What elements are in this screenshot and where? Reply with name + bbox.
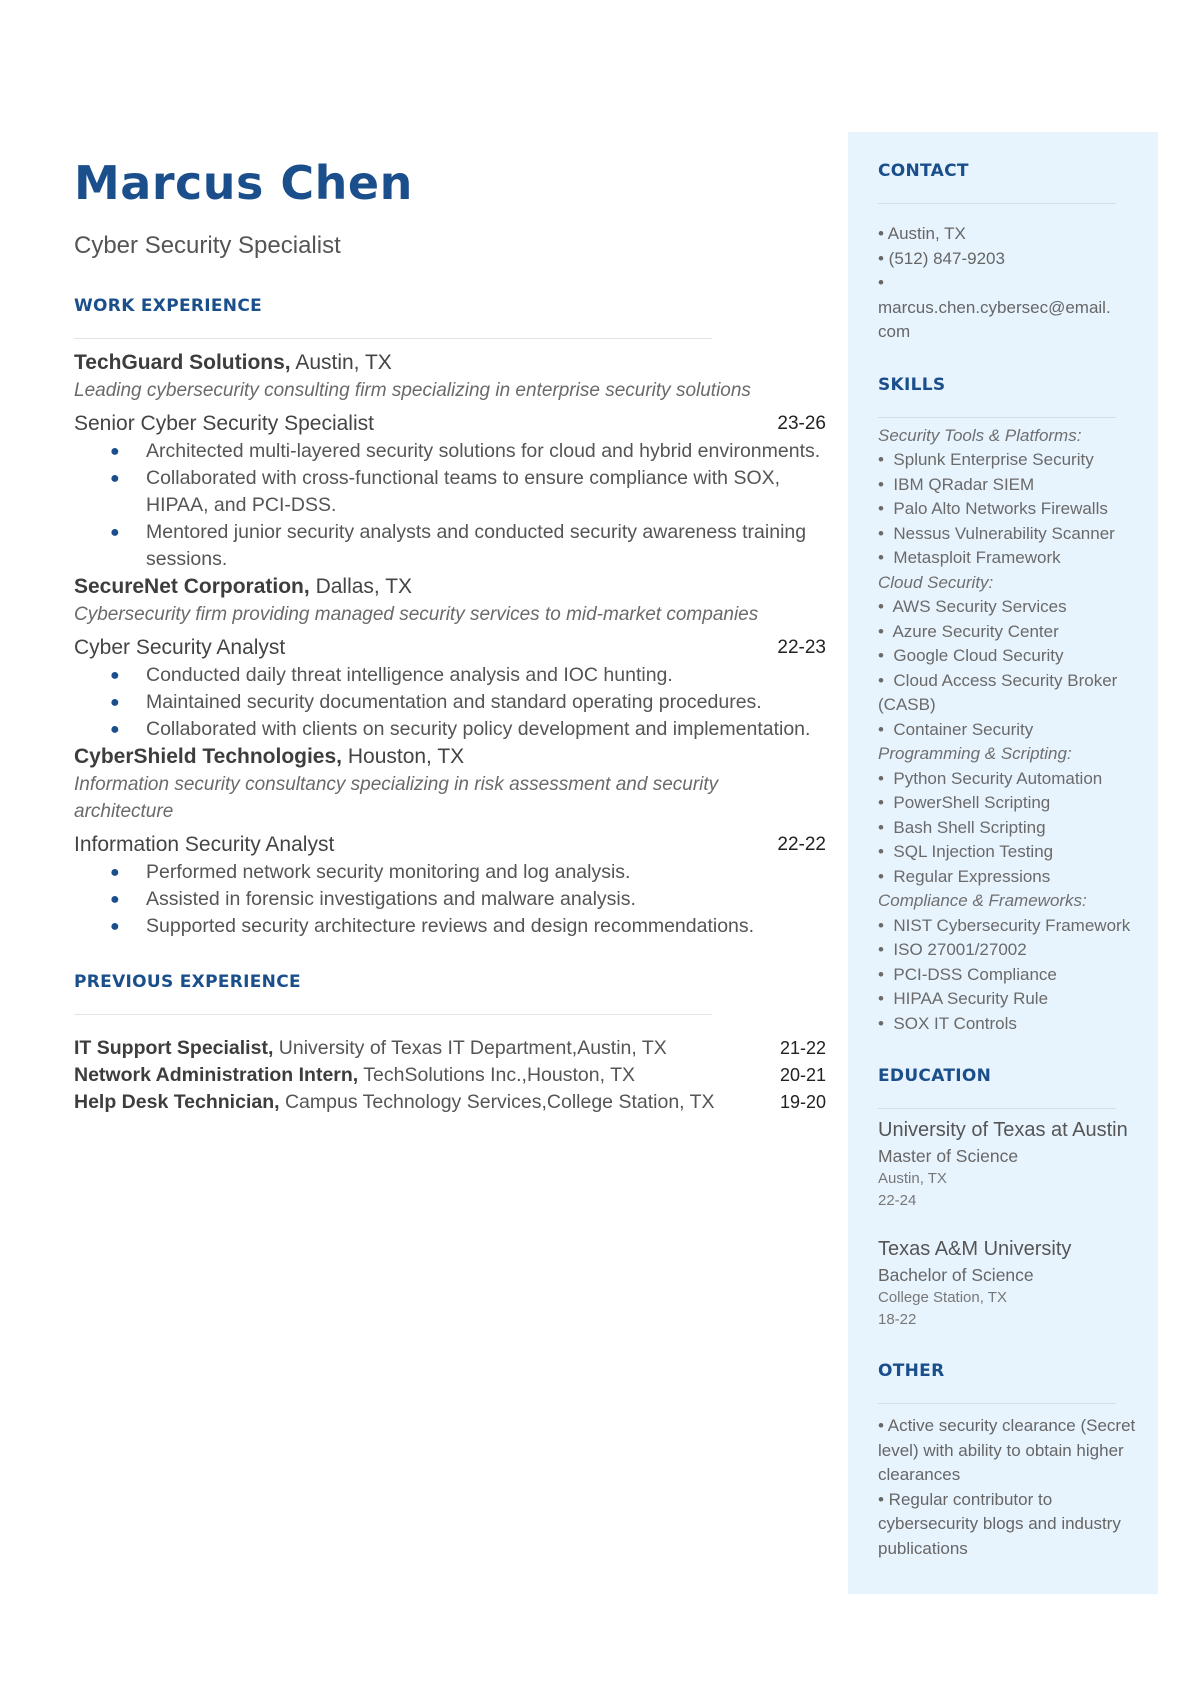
main-column	[74, 156, 826, 1116]
previous-role: Help Desk Technician,	[74, 1091, 280, 1113]
skill-item: • Splunk Enterprise Security	[878, 450, 1094, 469]
skill-category: Compliance & Frameworks:	[878, 891, 1087, 910]
contact-location: • Austin, TX	[878, 224, 966, 243]
role-dates: 22-22	[777, 834, 826, 855]
company-name: CyberShield Technologies,	[74, 745, 342, 768]
company-line	[74, 743, 826, 771]
company-description: Cybersecurity firm providing managed security services to mid-market companies	[74, 604, 759, 625]
other-item: • Active security clearance (Secret level) with ability to obtain higher clearances	[878, 1416, 1136, 1484]
previous-dates: 20-21	[779, 1065, 826, 1085]
company-line	[74, 349, 826, 377]
section-divider	[74, 1014, 712, 1015]
contact-phone: • (512) 847-9203	[878, 248, 1005, 268]
education-degree: Master of Science	[878, 1146, 1019, 1166]
previous-experience-item	[74, 1089, 826, 1116]
education-entry	[878, 1236, 1148, 1331]
role-line	[74, 634, 826, 662]
company-description: Leading cybersecurity consulting firm specializing in enterprise security solutions	[74, 380, 751, 401]
candidate-title: Cyber Security Specialist	[74, 232, 341, 259]
section-divider	[878, 1108, 1116, 1109]
skill-item: • Nessus Vulnerability Scanner	[878, 523, 1115, 543]
job-entry	[74, 743, 826, 940]
previous-experience-item	[74, 1035, 826, 1062]
company-name: TechGuard Solutions,	[74, 351, 291, 374]
skill-item: • HIPAA Security Rule	[878, 989, 1049, 1008]
previous-org: Campus Technology Services,College Station, TX	[284, 1091, 715, 1113]
responsibility-item: ● Collaborated with cross-functional teams to ensure compliance with SOX, HIPAA, and PCI-DSS.	[74, 465, 826, 519]
company-location: Houston, TX	[347, 745, 465, 768]
skill-item: • Azure Security Center	[878, 621, 1059, 641]
responsibility-item: ● Architected multi-layered security solutions for cloud and hybrid environments.	[74, 438, 826, 465]
education-heading: EDUCATION	[878, 1066, 992, 1086]
work-experience-heading: WORK EXPERIENCE	[74, 296, 263, 316]
role-title: Information Security Analyst	[74, 833, 335, 856]
skill-item: • Container Security	[878, 719, 1034, 739]
other-heading: OTHER	[878, 1361, 945, 1381]
skills-heading: SKILLS	[878, 374, 946, 395]
responsibility-item: ● Mentored junior security analysts and conducted security awareness training sessions.	[74, 519, 826, 573]
role-dates: 22-23	[777, 637, 826, 658]
job-entry	[74, 349, 826, 573]
role-line	[74, 410, 826, 438]
previous-role: IT Support Specialist,	[74, 1037, 274, 1059]
contact-list	[878, 222, 1148, 345]
section-divider	[878, 417, 1116, 418]
previous-org: University of Texas IT Department,Austin, TX	[278, 1037, 667, 1059]
education-school: Texas A&M University	[878, 1238, 1072, 1260]
company-line	[74, 573, 826, 601]
education-dates: 22-24	[878, 1192, 917, 1209]
skill-item: • PCI-DSS Compliance	[878, 964, 1057, 984]
responsibility-list	[74, 859, 826, 940]
responsibility-item: ● Supported security architecture reviews and design recommendations.	[74, 913, 826, 940]
role-dates: 23-26	[777, 413, 826, 434]
responsibility-list	[74, 662, 826, 743]
role-title: Cyber Security Analyst	[74, 636, 286, 659]
skill-item: • Python Security Automation	[878, 768, 1103, 788]
contact-email-continued: com	[878, 322, 911, 341]
responsibility-item: ● Maintained security documentation and standard operating procedures.	[74, 689, 826, 716]
other-list	[878, 1414, 1148, 1561]
contact-email: marcus.chen.cybersec@email.	[878, 297, 1111, 317]
role-title: Senior Cyber Security Specialist	[74, 412, 374, 435]
responsibility-item: ● Assisted in forensic investigations and malware analysis.	[74, 886, 826, 913]
candidate-name: Marcus Chen	[74, 156, 413, 210]
education-entry	[878, 1117, 1148, 1212]
skill-item: • SOX IT Controls	[878, 1013, 1017, 1033]
responsibility-list	[74, 438, 826, 573]
previous-dates: 19-20	[779, 1092, 826, 1112]
skill-item: • ISO 27001/27002	[878, 940, 1027, 959]
education-degree: Bachelor of Science	[878, 1265, 1034, 1285]
previous-experience-heading: PREVIOUS EXPERIENCE	[74, 972, 301, 992]
education-school: University of Texas at Austin	[878, 1119, 1128, 1141]
responsibility-item: ● Collaborated with clients on security policy development and implementation.	[74, 716, 826, 743]
sidebar-content	[878, 132, 1148, 1561]
skill-item: • Bash Shell Scripting	[878, 817, 1046, 837]
section-divider	[74, 338, 712, 339]
previous-experience-item	[74, 1062, 826, 1089]
education-location: Austin, TX	[878, 1170, 947, 1187]
skill-item: • SQL Injection Testing	[878, 842, 1054, 861]
role-line	[74, 831, 826, 859]
skill-item: • Google Cloud Security	[878, 646, 1064, 665]
contact-email-bullet: •	[878, 273, 884, 292]
skill-item: • IBM QRadar SIEM	[878, 474, 1035, 494]
skill-item: • Regular Expressions	[878, 866, 1051, 886]
skill-item: • PowerShell Scripting	[878, 793, 1051, 812]
section-divider	[878, 1403, 1116, 1404]
company-location: Austin, TX	[295, 351, 392, 374]
company-description: Information security consultancy specializing in risk assessment and security architecture	[74, 774, 719, 822]
skill-category: Cloud Security:	[878, 572, 994, 592]
contact-heading: CONTACT	[878, 161, 969, 181]
sidebar	[848, 132, 1158, 1594]
education-location: College Station, TX	[878, 1289, 1007, 1306]
other-item: • Regular contributor to cybersecurity blogs and industry publications	[878, 1489, 1121, 1558]
skill-category: Programming & Scripting:	[878, 744, 1072, 763]
previous-experience-list	[74, 1035, 826, 1116]
skill-category: Security Tools & Platforms:	[878, 425, 1082, 445]
skill-item: • NIST Cybersecurity Framework	[878, 915, 1131, 935]
skill-item: • Palo Alto Networks Firewalls	[878, 499, 1108, 518]
company-name: SecureNet Corporation,	[74, 575, 310, 598]
responsibility-item: ● Performed network security monitoring and log analysis.	[74, 859, 826, 886]
skill-item: • Metasploit Framework	[878, 548, 1061, 567]
previous-dates: 21-22	[779, 1038, 826, 1058]
section-divider	[878, 203, 1116, 204]
company-location: Dallas, TX	[315, 575, 413, 598]
skills-list	[878, 424, 1148, 1037]
skill-item: • Cloud Access Security Broker (CASB)	[878, 670, 1118, 714]
skill-item: • AWS Security Services	[878, 597, 1067, 616]
education-dates: 18-22	[878, 1311, 917, 1328]
previous-role: Network Administration Intern,	[74, 1064, 359, 1086]
responsibility-item: ● Conducted daily threat intelligence analysis and IOC hunting.	[74, 662, 826, 689]
previous-org: TechSolutions Inc.,Houston, TX	[363, 1064, 636, 1086]
job-entry	[74, 573, 826, 743]
